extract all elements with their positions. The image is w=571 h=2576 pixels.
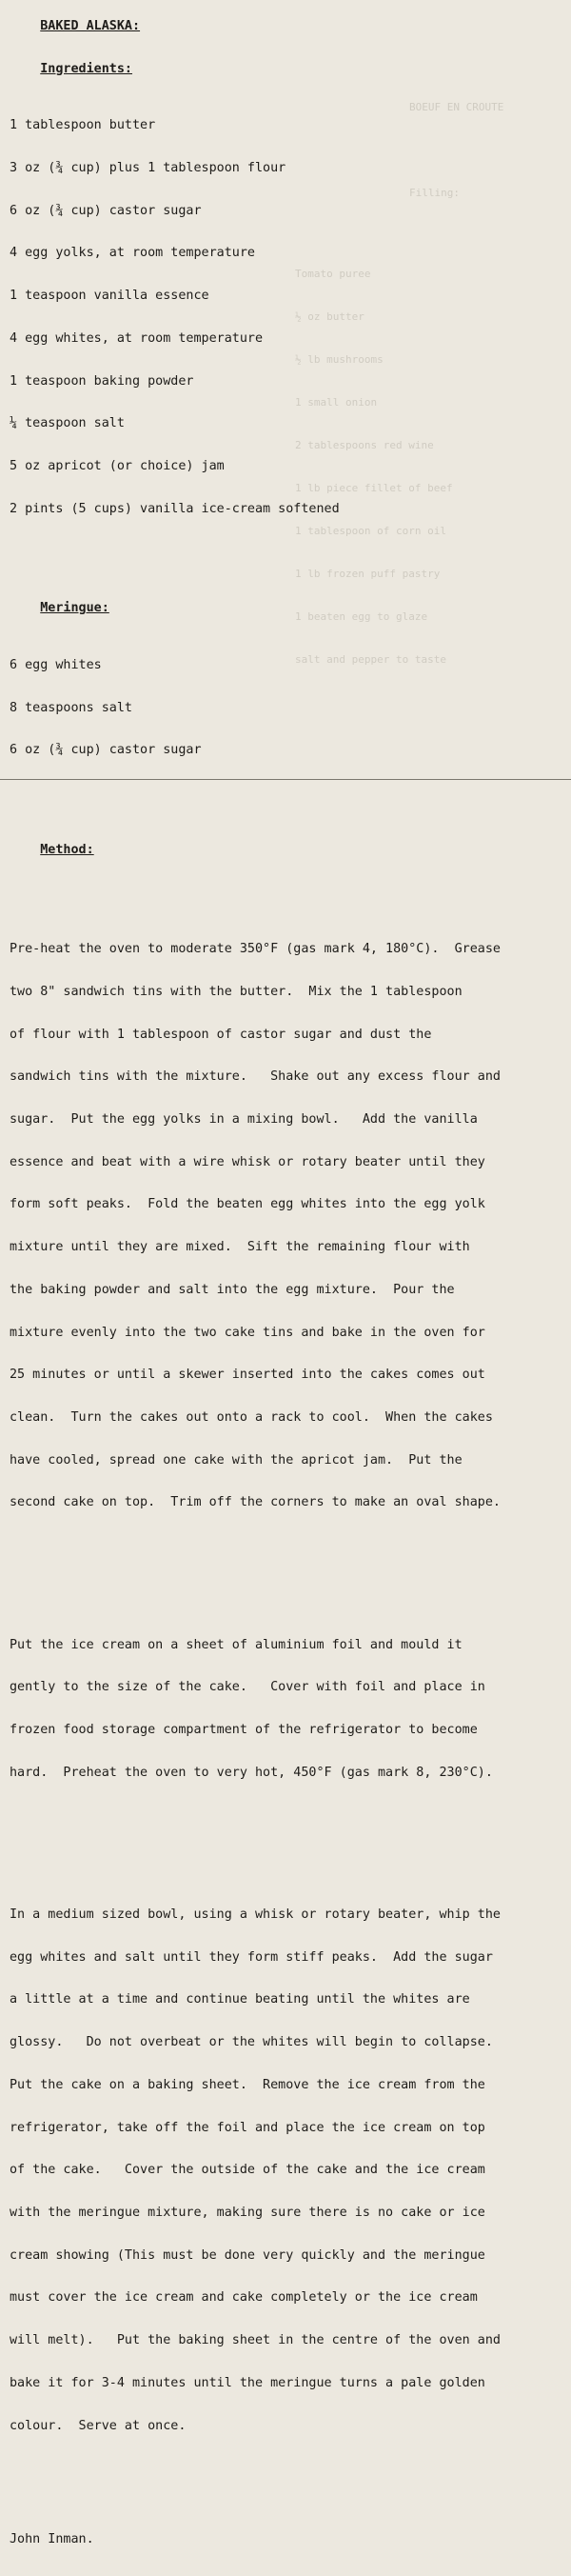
meringue-item: 6 oz (¾ cup) castor sugar <box>10 743 202 758</box>
ingredient-item: 4 egg yolks, at room temperature <box>10 246 255 261</box>
method-line: of the cake. Cover the outside of the cake and the ice cream <box>10 2163 485 2178</box>
ingredient-item: 1 teaspoon baking powder <box>10 373 194 389</box>
bleed-through-line: ½ lb mushrooms <box>295 353 384 366</box>
bleed-through-line: 1 beaten egg to glaze <box>295 610 428 623</box>
bleed-through-line: Tomato puree <box>295 268 371 280</box>
method-line: Pre-heat the oven to moderate 350°F (gas mark 4, 180°C). Grease <box>10 942 501 957</box>
method-line: essence and beat with a wire whisk or rotary beater until they <box>10 1154 485 1169</box>
method-line: bake it for 3-4 minutes until the meringue turns a pale golden <box>10 2375 485 2390</box>
bleed-through-line: ½ oz butter <box>295 310 364 323</box>
method-line: two 8" sandwich tins with the butter. Mix the 1 tablespoon <box>10 984 463 999</box>
bleed-through-line: 1 lb piece fillet of beef <box>295 482 453 494</box>
bleed-through-line: salt and pepper to taste <box>295 653 446 666</box>
method-line: of flour with 1 tablespoon of castor sugar and dust the <box>10 1027 432 1042</box>
method-line: mixture evenly into the two cake tins and bake in the oven for <box>10 1325 485 1340</box>
method-line: a little at a time and continue beating until the whites are <box>10 1992 470 2007</box>
ingredient-item: 1 tablespoon butter <box>10 118 156 133</box>
meringue-heading: Meringue: <box>40 601 109 616</box>
ingredients-list <box>10 90 561 545</box>
author-signature: John Inman. <box>10 2531 94 2546</box>
method-line: refrigerator, take off the foil and place the ice cream on top <box>10 2120 485 2135</box>
ingredient-item: 6 oz (¾ cup) castor sugar <box>10 203 202 218</box>
recipe-title: BAKED ALASKA: <box>40 18 141 33</box>
method-line: clean. Turn the cakes out onto a rack to cool. When the cakes <box>10 1410 493 1425</box>
ingredient-item: ¼ teaspoon salt <box>10 416 125 431</box>
bleed-through-line: 2 tablespoons red wine <box>295 439 434 451</box>
method-line: Put the cake on a baking sheet. Remove the ice cream from the <box>10 2077 485 2092</box>
method-line: hard. Preheat the oven to very hot, 450°F (gas mark 8, 230°C). <box>10 1765 493 1780</box>
bleed-through-line: 1 tablespoon of corn oil <box>295 525 446 537</box>
bleed-through-title: BOEUF EN CROUTE <box>409 101 504 113</box>
ingredient-item: 4 egg whites, at room temperature <box>10 330 264 346</box>
method-heading: Method: <box>40 842 94 857</box>
method-paragraph <box>10 1610 561 1809</box>
method-line: have cooled, spread one cake with the apricot jam. Put the <box>10 1452 463 1468</box>
method-line: frozen food storage compartment of the refrigerator to become <box>10 1723 478 1738</box>
method-line: gently to the size of the cake. Cover with foil and place in <box>10 1680 485 1695</box>
method-line: Put the ice cream on a sheet of aluminium foil and mould it <box>10 1637 463 1652</box>
ingredient-item: 1 teaspoon vanilla essence <box>10 289 209 304</box>
bleed-through-heading: Filling: <box>409 187 460 199</box>
page-bottom-rule <box>0 779 571 780</box>
method-line: must cover the ice cream and cake completely or the ice cream <box>10 2290 478 2306</box>
method-line: egg whites and salt until they form stiff peaks. Add the sugar <box>10 1949 493 1965</box>
ingredient-item: 5 oz apricot (or choice) jam <box>10 459 225 473</box>
method-line: cream showing (This must be done very quickly and the meringue <box>10 2247 485 2263</box>
method-line: the baking powder and salt into the egg mixture. Pour the <box>10 1282 455 1297</box>
meringue-list <box>10 630 561 787</box>
method-line: 25 minutes or until a skewer inserted into the cakes comes out <box>10 1368 485 1383</box>
method-line: sandwich tins with the mixture. Shake out any excess flour and <box>10 1069 501 1085</box>
method-line: glossy. Do not overbeat or the whites will begin to collapse. <box>10 2035 493 2050</box>
method-line: sugar. Put the egg yolks in a mixing bowl. Add the vanilla <box>10 1111 478 1127</box>
bleed-through-line: 1 lb frozen puff pastry <box>295 568 441 580</box>
method-line: with the meringue mixture, making sure there is no cake or ice <box>10 2205 485 2220</box>
ingredient-item: 2 pints (5 cups) vanilla ice-cream softened <box>10 501 340 516</box>
method-line: second cake on top. Trim off the corners to make an oval shape. <box>10 1495 501 1510</box>
method-line: colour. Serve at once. <box>10 2418 187 2433</box>
bleed-through-line: 1 small onion <box>295 396 378 409</box>
ingredient-item: 3 oz (¾ cup) plus 1 tablespoon flour <box>10 160 286 175</box>
meringue-item: 6 egg whites <box>10 657 102 672</box>
method-paragraph <box>10 1880 561 2462</box>
method-line: form soft peaks. Fold the beaten egg whites into the egg yolk <box>10 1197 485 1212</box>
method-line: mixture until they are mixed. Sift the remaining flour with <box>10 1240 470 1255</box>
method-paragraph <box>10 914 561 1539</box>
recipe-content <box>10 6 561 2576</box>
ingredients-heading: Ingredients: <box>40 61 132 76</box>
meringue-item: 8 teaspoons salt <box>10 700 132 715</box>
method-line: will melt). Put the baking sheet in the centre of the oven and <box>10 2333 501 2348</box>
method-line: In a medium sized bowl, using a whisk or rotary beater, whip the <box>10 1907 501 1922</box>
